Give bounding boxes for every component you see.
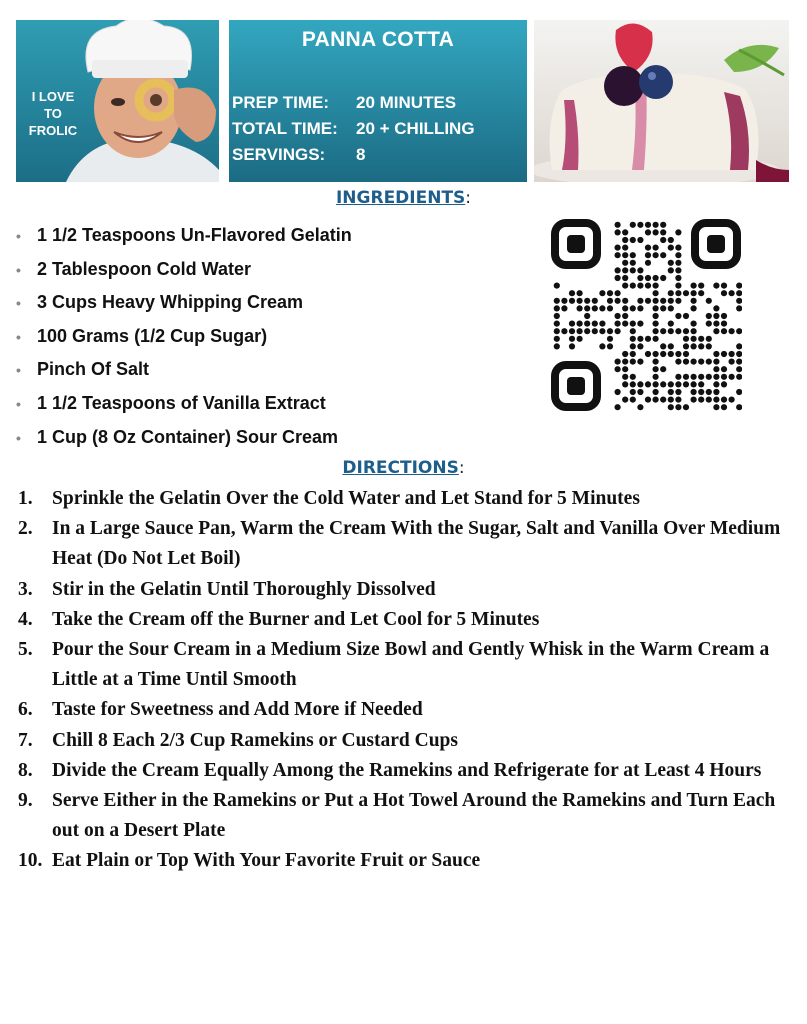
direction-step [18, 756, 798, 786]
direction-step [18, 575, 798, 605]
direction-step [18, 846, 798, 876]
step-text: Eat Plain or Top With Your Favorite Fruit or Sauce [52, 850, 481, 872]
direction-step [18, 484, 798, 514]
step-text: Taste for Sweetness and Add More if Needed [52, 699, 423, 721]
directions-heading-text: DIRECTIONS [342, 458, 459, 478]
step-number: 8. [18, 759, 33, 781]
directions-list [18, 484, 798, 877]
chef-photo [56, 20, 219, 182]
ingredient-item [16, 353, 352, 387]
servings-row [232, 142, 475, 168]
direction-step [18, 635, 798, 695]
total-time-value: 20 + CHILLING [356, 119, 475, 138]
direction-step [18, 726, 798, 756]
ingredients-heading-colon: : [465, 188, 472, 208]
step-number: 9. [18, 790, 33, 812]
prep-time-label: PREP TIME: [232, 93, 329, 112]
step-text: In a Large Sauce Pan, Warm the Cream With the Sugar, Salt and Vanilla Over Medium Heat (Do Not Let Boil) [52, 518, 781, 570]
ingredient-item [16, 219, 352, 253]
ingredient-item [16, 387, 352, 421]
bullet-icon: • [16, 395, 21, 412]
step-text: Take the Cream off the Burner and Let Cool for 5 Minutes [52, 608, 540, 630]
direction-step [18, 695, 798, 725]
step-number: 4. [18, 608, 33, 630]
step-text: Pour the Sour Cream in a Medium Size Bowl and Gently Whisk in the Warm Cream a Little at a Time Until Smooth [52, 639, 770, 691]
recipe-info-panel [229, 20, 527, 182]
directions-heading [0, 458, 807, 478]
bullet-icon: • [16, 228, 21, 244]
direction-step [18, 605, 798, 635]
step-number: 3. [18, 578, 33, 600]
bullet-icon: • [16, 429, 21, 446]
step-number: 7. [18, 729, 33, 751]
ingredients-heading [0, 188, 807, 208]
ingredient-item [16, 253, 352, 287]
step-number: 1. [18, 488, 33, 509]
step-number: 2. [18, 518, 33, 540]
servings-value: 8 [356, 145, 366, 164]
step-text: Divide the Cream Equally Among the Ramekins and Refrigerate for at Least 4 Hours [52, 759, 762, 781]
chef-photo-panel [16, 20, 219, 182]
recipe-title: PANNA COTTA [301, 28, 455, 51]
ingredient-item [16, 421, 352, 455]
prep-time-value: 20 MINUTES [356, 93, 457, 112]
ingredient-text: 1 1/2 Teaspoons of Vanilla Extract [37, 392, 326, 413]
step-number: 6. [18, 699, 33, 721]
bullet-icon: • [16, 362, 21, 379]
direction-step [18, 786, 798, 846]
step-number: 5. [18, 639, 33, 661]
ingredient-text: 3 Cups Heavy Whipping Cream [37, 292, 304, 313]
ingredients-heading-text: INGREDIENTS [335, 188, 466, 208]
panna-cotta-photo [534, 20, 789, 182]
ingredient-text: 1 Cup (8 Oz Container) Sour Cream [37, 426, 339, 447]
recipe-meta [232, 90, 475, 168]
total-time-row [232, 116, 475, 142]
step-number: 10. [18, 850, 43, 872]
chef-tagline: I LOVE TO FROLIC [28, 89, 78, 138]
qr-code[interactable] [550, 218, 742, 412]
directions-heading-colon: : [458, 458, 465, 478]
ingredient-item [16, 286, 352, 320]
ingredient-text: Pinch Of Salt [37, 359, 150, 380]
servings-label: SERVINGS: [232, 145, 326, 164]
step-text: Serve Either in the Ramekins or Put a Hot Towel Around the Ramekins and Turn Each out on a Desert Plate [52, 790, 776, 842]
total-time-label: TOTAL TIME: [232, 119, 338, 138]
ingredient-text: 100 Grams (1/2 Cup Sugar) [37, 325, 268, 346]
step-text: Chill 8 Each 2/3 Cup Ramekins or Custard Cups [52, 729, 458, 751]
direction-step [18, 514, 798, 574]
bullet-icon: • [16, 328, 21, 345]
bullet-icon: • [16, 261, 21, 278]
ingredient-item [16, 320, 352, 354]
bullet-icon: • [16, 295, 21, 312]
dessert-photo-panel [534, 20, 789, 182]
step-text: Stir in the Gelatin Until Thoroughly Dissolved [52, 578, 436, 600]
ingredients-list [16, 219, 352, 454]
qr-finder-top-right [695, 223, 737, 265]
qr-finder-top-left [555, 223, 597, 265]
qr-finder-bottom-left [555, 365, 597, 407]
step-text: Sprinkle the Gelatin Over the Cold Water and Let Stand for 5 Minutes [52, 488, 640, 509]
prep-time-row [232, 90, 475, 116]
ingredient-text: 1 1/2 Teaspoons Un-Flavored Gelatin [37, 225, 352, 245]
ingredient-text: 2 Tablespoon Cold Water [37, 258, 252, 279]
